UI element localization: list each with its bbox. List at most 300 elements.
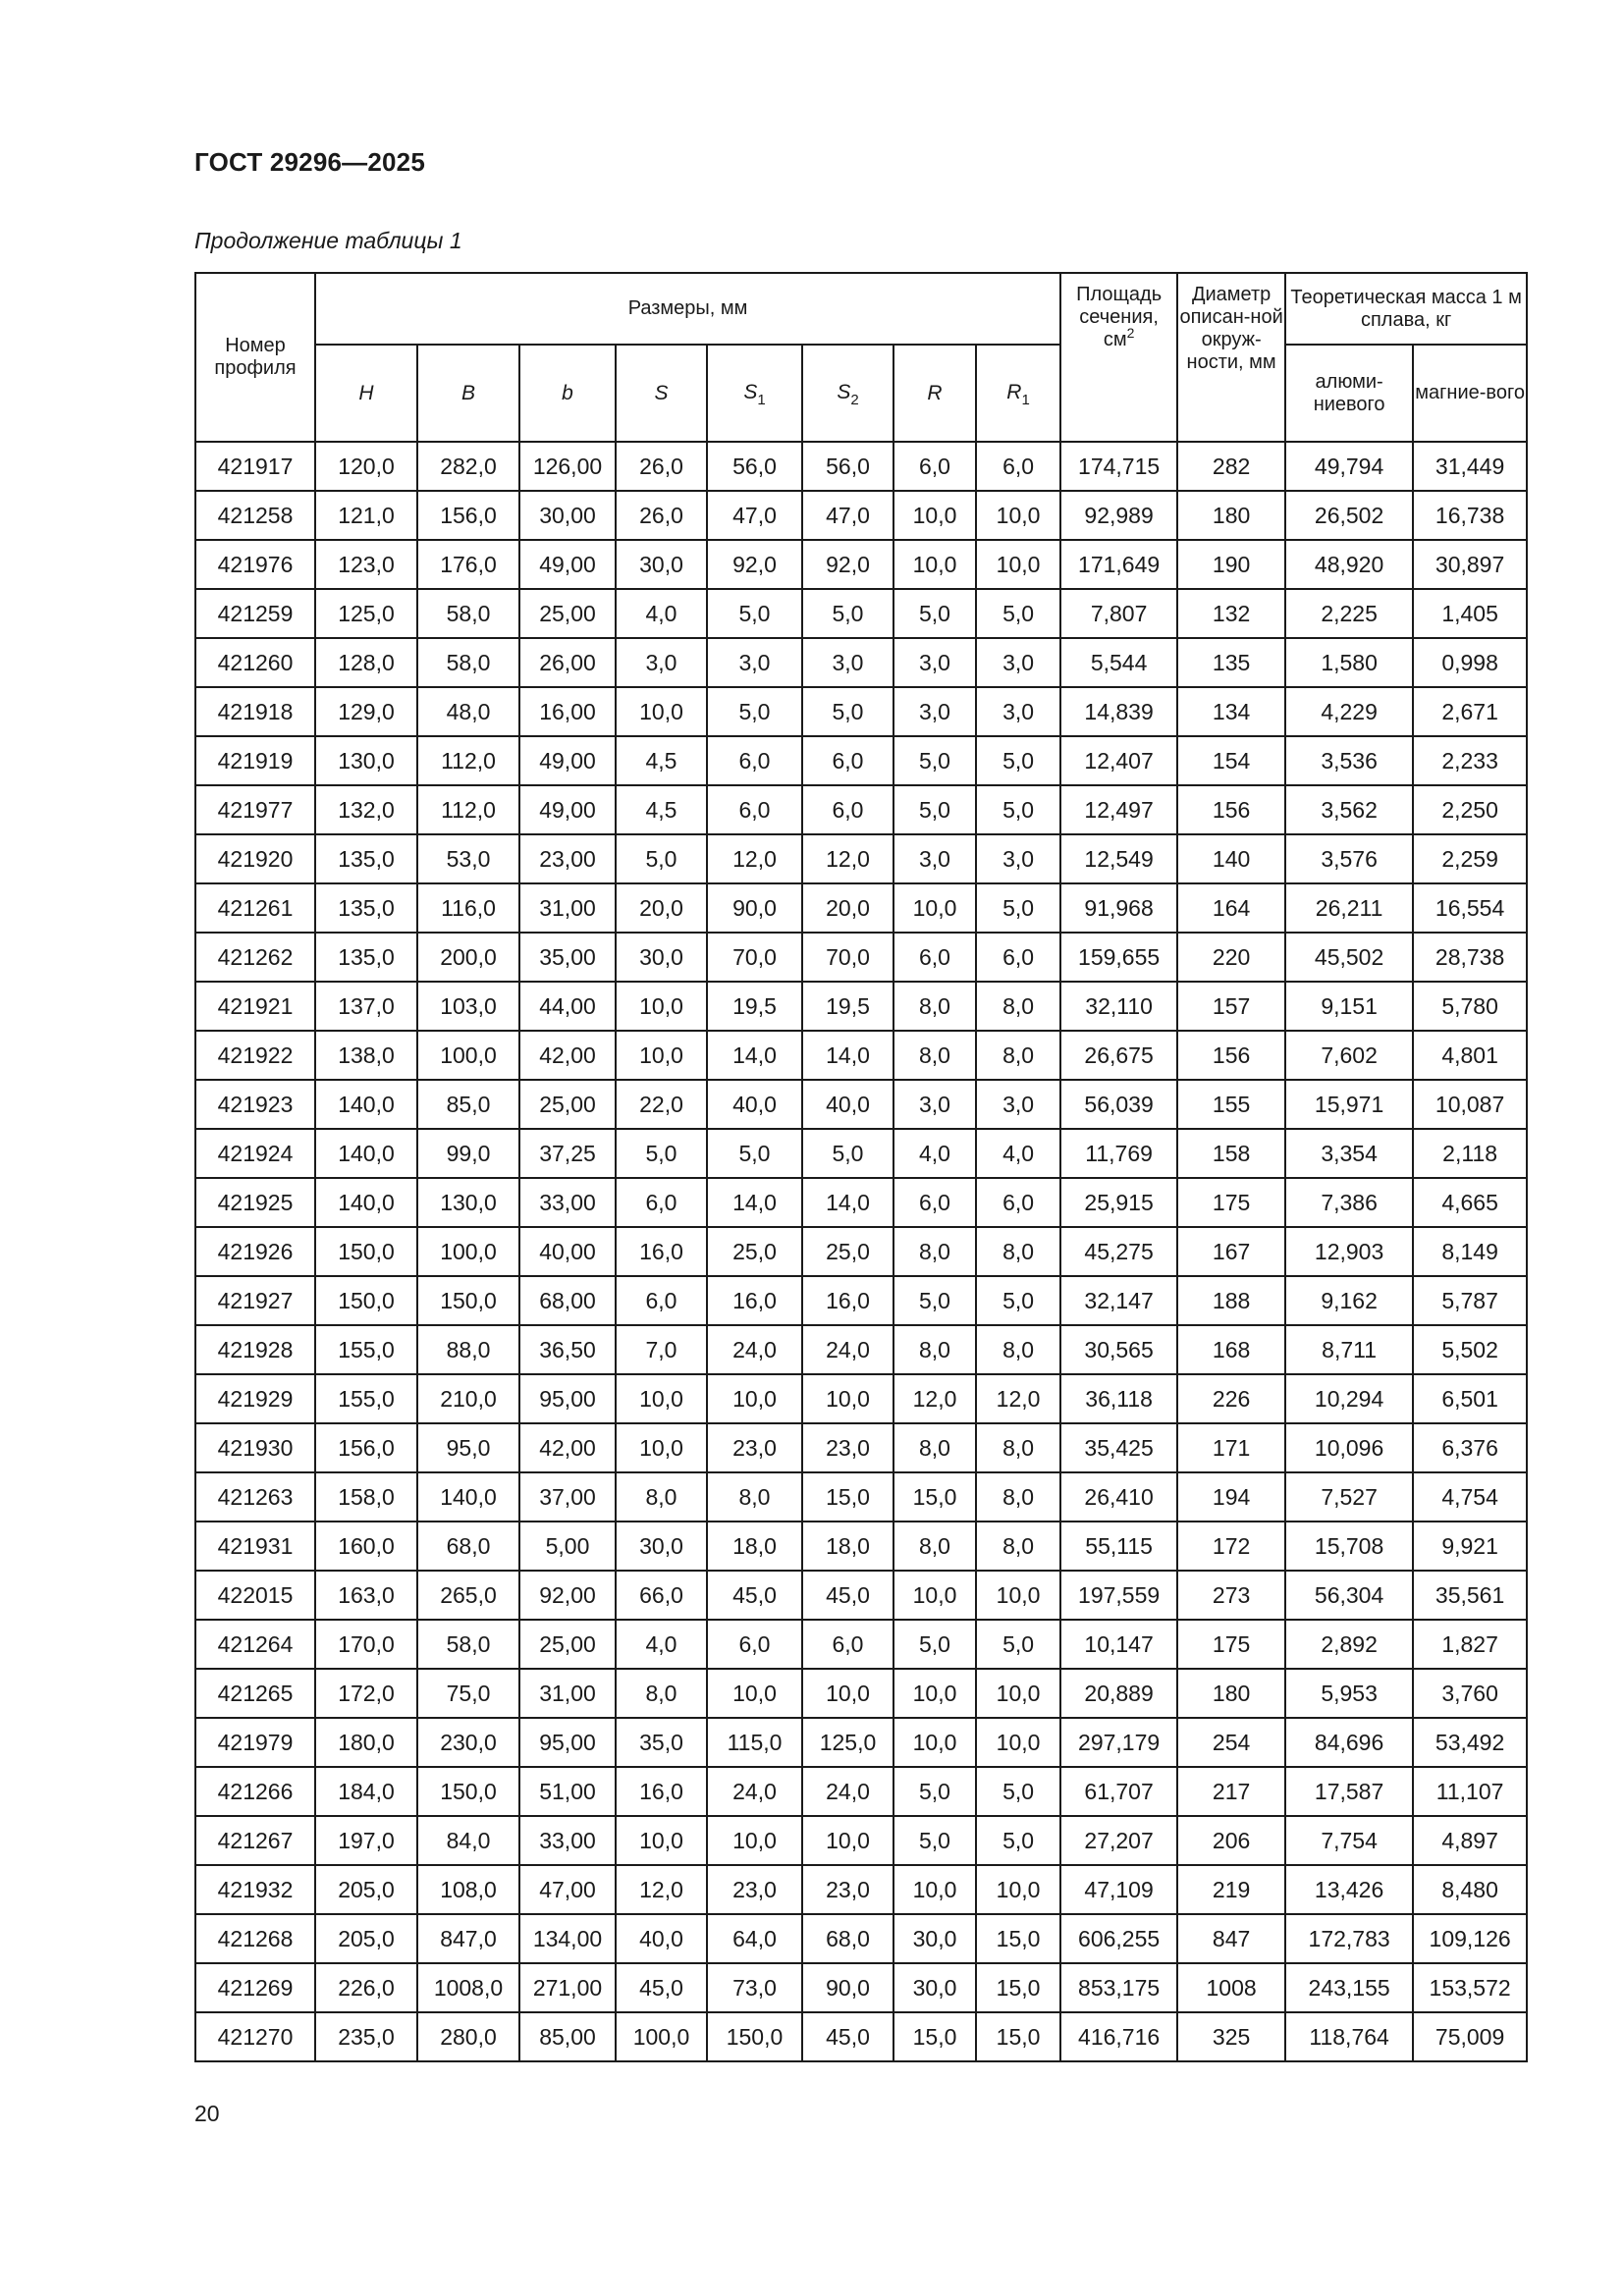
cell-S2: 125,0 bbox=[802, 1718, 893, 1767]
cell-diameter: 168 bbox=[1177, 1325, 1285, 1374]
cell-profile-number: 421921 bbox=[195, 982, 315, 1031]
cell-mass-magnesium: 2,671 bbox=[1413, 687, 1527, 736]
table-row bbox=[195, 1816, 1527, 1865]
cell-S: 22,0 bbox=[616, 1080, 707, 1129]
cell-R: 10,0 bbox=[893, 491, 976, 540]
cell-H: 155,0 bbox=[315, 1374, 417, 1423]
table-row bbox=[195, 1914, 1527, 1963]
cell-b: 35,00 bbox=[519, 933, 616, 982]
cell-S1: 24,0 bbox=[707, 1325, 802, 1374]
cell-B: 100,0 bbox=[417, 1227, 519, 1276]
cell-S2: 24,0 bbox=[802, 1325, 893, 1374]
cell-diameter: 1008 bbox=[1177, 1963, 1285, 2012]
cell-S: 26,0 bbox=[616, 442, 707, 491]
cell-B: 112,0 bbox=[417, 736, 519, 785]
cell-R: 15,0 bbox=[893, 1472, 976, 1522]
cell-R1: 5,0 bbox=[976, 785, 1060, 834]
cell-area: 159,655 bbox=[1060, 933, 1177, 982]
cell-mass-aluminium: 3,576 bbox=[1285, 834, 1413, 883]
cell-diameter: 154 bbox=[1177, 736, 1285, 785]
cell-B: 230,0 bbox=[417, 1718, 519, 1767]
cell-diameter: 135 bbox=[1177, 638, 1285, 687]
cell-diameter: 158 bbox=[1177, 1129, 1285, 1178]
cell-S2: 24,0 bbox=[802, 1767, 893, 1816]
cell-mass-aluminium: 48,920 bbox=[1285, 540, 1413, 589]
cell-S2: 10,0 bbox=[802, 1669, 893, 1718]
header-dim-S1-sub: 1 bbox=[757, 392, 766, 408]
cell-S: 66,0 bbox=[616, 1571, 707, 1620]
cell-R1: 3,0 bbox=[976, 834, 1060, 883]
document-title: ГОСТ 29296—2025 bbox=[194, 147, 425, 177]
cell-b: 42,00 bbox=[519, 1423, 616, 1472]
cell-profile-number: 421927 bbox=[195, 1276, 315, 1325]
cell-S1: 5,0 bbox=[707, 1129, 802, 1178]
cell-S2: 19,5 bbox=[802, 982, 893, 1031]
table-row bbox=[195, 1129, 1527, 1178]
cell-S1: 3,0 bbox=[707, 638, 802, 687]
cell-B: 847,0 bbox=[417, 1914, 519, 1963]
cell-b: 92,00 bbox=[519, 1571, 616, 1620]
cell-mass-magnesium: 2,118 bbox=[1413, 1129, 1527, 1178]
table-row bbox=[195, 638, 1527, 687]
cell-H: 138,0 bbox=[315, 1031, 417, 1080]
cell-R1: 8,0 bbox=[976, 1423, 1060, 1472]
cell-H: 184,0 bbox=[315, 1767, 417, 1816]
cell-profile-number: 421263 bbox=[195, 1472, 315, 1522]
cell-mass-magnesium: 5,502 bbox=[1413, 1325, 1527, 1374]
cell-mass-aluminium: 10,294 bbox=[1285, 1374, 1413, 1423]
cell-mass-aluminium: 7,754 bbox=[1285, 1816, 1413, 1865]
cell-profile-number: 421268 bbox=[195, 1914, 315, 1963]
cell-R: 30,0 bbox=[893, 1914, 976, 1963]
cell-b: 31,00 bbox=[519, 883, 616, 933]
cell-R1: 10,0 bbox=[976, 491, 1060, 540]
cell-H: 150,0 bbox=[315, 1276, 417, 1325]
header-sizes-group: Размеры, мм bbox=[315, 273, 1060, 345]
cell-S1: 14,0 bbox=[707, 1178, 802, 1227]
cell-mass-aluminium: 2,225 bbox=[1285, 589, 1413, 638]
cell-R1: 5,0 bbox=[976, 589, 1060, 638]
cell-R1: 6,0 bbox=[976, 442, 1060, 491]
cell-area: 12,497 bbox=[1060, 785, 1177, 834]
cell-mass-aluminium: 3,562 bbox=[1285, 785, 1413, 834]
cell-S: 7,0 bbox=[616, 1325, 707, 1374]
cell-R: 15,0 bbox=[893, 2012, 976, 2061]
cell-R1: 15,0 bbox=[976, 2012, 1060, 2061]
cell-mass-magnesium: 109,126 bbox=[1413, 1914, 1527, 1963]
cell-S1: 19,5 bbox=[707, 982, 802, 1031]
cell-S2: 47,0 bbox=[802, 491, 893, 540]
cell-S2: 12,0 bbox=[802, 834, 893, 883]
cell-profile-number: 421924 bbox=[195, 1129, 315, 1178]
cell-mass-aluminium: 15,708 bbox=[1285, 1522, 1413, 1571]
cell-b: 33,00 bbox=[519, 1178, 616, 1227]
cell-S2: 92,0 bbox=[802, 540, 893, 589]
cell-diameter: 188 bbox=[1177, 1276, 1285, 1325]
cell-profile-number: 421930 bbox=[195, 1423, 315, 1472]
cell-B: 85,0 bbox=[417, 1080, 519, 1129]
cell-area: 91,968 bbox=[1060, 883, 1177, 933]
cell-S2: 10,0 bbox=[802, 1816, 893, 1865]
cell-S: 10,0 bbox=[616, 1031, 707, 1080]
table-row bbox=[195, 2012, 1527, 2061]
cell-b: 134,00 bbox=[519, 1914, 616, 1963]
cell-S1: 150,0 bbox=[707, 2012, 802, 2061]
cell-S: 10,0 bbox=[616, 1423, 707, 1472]
cell-R: 5,0 bbox=[893, 1816, 976, 1865]
cell-R: 3,0 bbox=[893, 1080, 976, 1129]
cell-R1: 8,0 bbox=[976, 1227, 1060, 1276]
cell-mass-aluminium: 13,426 bbox=[1285, 1865, 1413, 1914]
cell-area: 5,544 bbox=[1060, 638, 1177, 687]
table-row bbox=[195, 1620, 1527, 1669]
cell-diameter: 134 bbox=[1177, 687, 1285, 736]
cell-area: 606,255 bbox=[1060, 1914, 1177, 1963]
cell-B: 75,0 bbox=[417, 1669, 519, 1718]
cell-B: 108,0 bbox=[417, 1865, 519, 1914]
cell-H: 135,0 bbox=[315, 834, 417, 883]
cell-area: 14,839 bbox=[1060, 687, 1177, 736]
cell-area: 32,110 bbox=[1060, 982, 1177, 1031]
cell-mass-aluminium: 17,587 bbox=[1285, 1767, 1413, 1816]
cell-b: 5,00 bbox=[519, 1522, 616, 1571]
cell-B: 280,0 bbox=[417, 2012, 519, 2061]
cell-diameter: 206 bbox=[1177, 1816, 1285, 1865]
cell-profile-number: 421923 bbox=[195, 1080, 315, 1129]
cell-R1: 15,0 bbox=[976, 1914, 1060, 1963]
cell-S1: 18,0 bbox=[707, 1522, 802, 1571]
table-row bbox=[195, 1325, 1527, 1374]
cell-mass-aluminium: 118,764 bbox=[1285, 2012, 1413, 2061]
table-row bbox=[195, 1227, 1527, 1276]
cell-B: 282,0 bbox=[417, 442, 519, 491]
cell-R: 10,0 bbox=[893, 1669, 976, 1718]
cell-B: 103,0 bbox=[417, 982, 519, 1031]
cell-S2: 18,0 bbox=[802, 1522, 893, 1571]
cell-mass-aluminium: 3,536 bbox=[1285, 736, 1413, 785]
cell-area: 25,915 bbox=[1060, 1178, 1177, 1227]
cell-S: 5,0 bbox=[616, 1129, 707, 1178]
cell-B: 68,0 bbox=[417, 1522, 519, 1571]
cell-R1: 10,0 bbox=[976, 540, 1060, 589]
cell-mass-aluminium: 26,211 bbox=[1285, 883, 1413, 933]
table-row bbox=[195, 933, 1527, 982]
cell-mass-aluminium: 7,527 bbox=[1285, 1472, 1413, 1522]
cell-R: 8,0 bbox=[893, 1031, 976, 1080]
header-dim-S2-sub: 2 bbox=[850, 392, 859, 408]
header-area-label: Площадь сечения, см bbox=[1076, 284, 1163, 350]
cell-R: 10,0 bbox=[893, 883, 976, 933]
cell-mass-aluminium: 1,580 bbox=[1285, 638, 1413, 687]
cell-diameter: 175 bbox=[1177, 1620, 1285, 1669]
table-row bbox=[195, 1178, 1527, 1227]
cell-profile-number: 422015 bbox=[195, 1571, 315, 1620]
cell-mass-magnesium: 153,572 bbox=[1413, 1963, 1527, 2012]
header-area bbox=[1060, 273, 1177, 442]
cell-mass-magnesium: 5,787 bbox=[1413, 1276, 1527, 1325]
cell-S1: 10,0 bbox=[707, 1816, 802, 1865]
cell-H: 130,0 bbox=[315, 736, 417, 785]
cell-mass-magnesium: 1,405 bbox=[1413, 589, 1527, 638]
table-row bbox=[195, 1080, 1527, 1129]
cell-b: 25,00 bbox=[519, 1080, 616, 1129]
table-row bbox=[195, 1031, 1527, 1080]
cell-b: 47,00 bbox=[519, 1865, 616, 1914]
cell-mass-magnesium: 5,780 bbox=[1413, 982, 1527, 1031]
cell-diameter: 180 bbox=[1177, 1669, 1285, 1718]
cell-S: 6,0 bbox=[616, 1276, 707, 1325]
cell-mass-magnesium: 16,738 bbox=[1413, 491, 1527, 540]
cell-S1: 5,0 bbox=[707, 589, 802, 638]
cell-mass-aluminium: 9,151 bbox=[1285, 982, 1413, 1031]
cell-H: 128,0 bbox=[315, 638, 417, 687]
table-row bbox=[195, 687, 1527, 736]
table-row bbox=[195, 1669, 1527, 1718]
cell-b: 23,00 bbox=[519, 834, 616, 883]
cell-S2: 25,0 bbox=[802, 1227, 893, 1276]
table-body bbox=[195, 442, 1527, 2061]
cell-mass-magnesium: 28,738 bbox=[1413, 933, 1527, 982]
cell-mass-aluminium: 4,229 bbox=[1285, 687, 1413, 736]
cell-area: 12,549 bbox=[1060, 834, 1177, 883]
cell-diameter: 157 bbox=[1177, 982, 1285, 1031]
cell-diameter: 220 bbox=[1177, 933, 1285, 982]
cell-H: 140,0 bbox=[315, 1080, 417, 1129]
cell-b: 30,00 bbox=[519, 491, 616, 540]
cell-S: 8,0 bbox=[616, 1669, 707, 1718]
table-row bbox=[195, 1767, 1527, 1816]
cell-area: 297,179 bbox=[1060, 1718, 1177, 1767]
cell-area: 171,649 bbox=[1060, 540, 1177, 589]
cell-H: 172,0 bbox=[315, 1669, 417, 1718]
cell-H: 205,0 bbox=[315, 1914, 417, 1963]
cell-R1: 8,0 bbox=[976, 982, 1060, 1031]
header-mass-group: Теоретическая масса 1 м сплава, кг bbox=[1285, 273, 1527, 345]
table-row bbox=[195, 982, 1527, 1031]
cell-S: 20,0 bbox=[616, 883, 707, 933]
cell-b: 33,00 bbox=[519, 1816, 616, 1865]
cell-mass-magnesium: 31,449 bbox=[1413, 442, 1527, 491]
cell-profile-number: 421918 bbox=[195, 687, 315, 736]
cell-diameter: 190 bbox=[1177, 540, 1285, 589]
cell-R1: 8,0 bbox=[976, 1031, 1060, 1080]
cell-S: 30,0 bbox=[616, 1522, 707, 1571]
cell-R1: 10,0 bbox=[976, 1571, 1060, 1620]
cell-B: 150,0 bbox=[417, 1276, 519, 1325]
cell-S: 6,0 bbox=[616, 1178, 707, 1227]
cell-diameter: 254 bbox=[1177, 1718, 1285, 1767]
cell-R1: 4,0 bbox=[976, 1129, 1060, 1178]
cell-H: 160,0 bbox=[315, 1522, 417, 1571]
cell-B: 265,0 bbox=[417, 1571, 519, 1620]
cell-S2: 70,0 bbox=[802, 933, 893, 982]
cell-B: 210,0 bbox=[417, 1374, 519, 1423]
cell-profile-number: 421267 bbox=[195, 1816, 315, 1865]
table-row bbox=[195, 1276, 1527, 1325]
header-profile-number: Номер профиля bbox=[195, 273, 315, 442]
cell-S2: 6,0 bbox=[802, 1620, 893, 1669]
cell-R: 10,0 bbox=[893, 1718, 976, 1767]
cell-mass-magnesium: 2,259 bbox=[1413, 834, 1527, 883]
header-dim-R1-sub: 1 bbox=[1021, 392, 1030, 408]
cell-profile-number: 421976 bbox=[195, 540, 315, 589]
cell-S: 16,0 bbox=[616, 1767, 707, 1816]
cell-R: 8,0 bbox=[893, 1423, 976, 1472]
header-dim-b: b bbox=[519, 345, 616, 442]
header-dim-R: R bbox=[893, 345, 976, 442]
cell-H: 197,0 bbox=[315, 1816, 417, 1865]
cell-S: 100,0 bbox=[616, 2012, 707, 2061]
cell-H: 123,0 bbox=[315, 540, 417, 589]
cell-R: 5,0 bbox=[893, 589, 976, 638]
cell-diameter: 180 bbox=[1177, 491, 1285, 540]
cell-mass-magnesium: 4,665 bbox=[1413, 1178, 1527, 1227]
cell-S1: 6,0 bbox=[707, 736, 802, 785]
cell-B: 156,0 bbox=[417, 491, 519, 540]
cell-b: 49,00 bbox=[519, 785, 616, 834]
cell-profile-number: 421977 bbox=[195, 785, 315, 834]
table-row bbox=[195, 834, 1527, 883]
profiles-table bbox=[194, 272, 1528, 2062]
cell-diameter: 175 bbox=[1177, 1178, 1285, 1227]
cell-profile-number: 421269 bbox=[195, 1963, 315, 2012]
cell-profile-number: 421979 bbox=[195, 1718, 315, 1767]
header-dim-S: S bbox=[616, 345, 707, 442]
cell-diameter: 847 bbox=[1177, 1914, 1285, 1963]
cell-mass-aluminium: 172,783 bbox=[1285, 1914, 1413, 1963]
cell-area: 10,147 bbox=[1060, 1620, 1177, 1669]
cell-mass-magnesium: 11,107 bbox=[1413, 1767, 1527, 1816]
cell-S2: 14,0 bbox=[802, 1031, 893, 1080]
cell-R: 5,0 bbox=[893, 785, 976, 834]
cell-S1: 90,0 bbox=[707, 883, 802, 933]
cell-R: 3,0 bbox=[893, 687, 976, 736]
cell-b: 31,00 bbox=[519, 1669, 616, 1718]
cell-area: 7,807 bbox=[1060, 589, 1177, 638]
cell-R1: 8,0 bbox=[976, 1325, 1060, 1374]
cell-R: 8,0 bbox=[893, 982, 976, 1031]
cell-b: 37,00 bbox=[519, 1472, 616, 1522]
cell-H: 132,0 bbox=[315, 785, 417, 834]
cell-mass-aluminium: 45,502 bbox=[1285, 933, 1413, 982]
table-row bbox=[195, 1718, 1527, 1767]
cell-S: 10,0 bbox=[616, 1816, 707, 1865]
cell-S1: 10,0 bbox=[707, 1374, 802, 1423]
cell-S2: 5,0 bbox=[802, 687, 893, 736]
cell-area: 11,769 bbox=[1060, 1129, 1177, 1178]
cell-mass-aluminium: 5,953 bbox=[1285, 1669, 1413, 1718]
cell-area: 55,115 bbox=[1060, 1522, 1177, 1571]
cell-S1: 12,0 bbox=[707, 834, 802, 883]
cell-H: 226,0 bbox=[315, 1963, 417, 2012]
cell-diameter: 325 bbox=[1177, 2012, 1285, 2061]
cell-R1: 5,0 bbox=[976, 1767, 1060, 1816]
cell-R: 8,0 bbox=[893, 1522, 976, 1571]
cell-area: 12,407 bbox=[1060, 736, 1177, 785]
cell-area: 27,207 bbox=[1060, 1816, 1177, 1865]
cell-S: 4,0 bbox=[616, 1620, 707, 1669]
cell-S1: 115,0 bbox=[707, 1718, 802, 1767]
cell-b: 271,00 bbox=[519, 1963, 616, 2012]
cell-diameter: 167 bbox=[1177, 1227, 1285, 1276]
cell-S1: 56,0 bbox=[707, 442, 802, 491]
cell-R1: 6,0 bbox=[976, 933, 1060, 982]
cell-mass-aluminium: 2,892 bbox=[1285, 1620, 1413, 1669]
cell-H: 180,0 bbox=[315, 1718, 417, 1767]
cell-R1: 10,0 bbox=[976, 1669, 1060, 1718]
cell-profile-number: 421262 bbox=[195, 933, 315, 982]
cell-R1: 3,0 bbox=[976, 687, 1060, 736]
cell-profile-number: 421266 bbox=[195, 1767, 315, 1816]
cell-R1: 5,0 bbox=[976, 1276, 1060, 1325]
cell-R1: 10,0 bbox=[976, 1718, 1060, 1767]
cell-S2: 3,0 bbox=[802, 638, 893, 687]
cell-H: 120,0 bbox=[315, 442, 417, 491]
cell-S1: 14,0 bbox=[707, 1031, 802, 1080]
cell-area: 61,707 bbox=[1060, 1767, 1177, 1816]
cell-S: 40,0 bbox=[616, 1914, 707, 1963]
cell-S2: 20,0 bbox=[802, 883, 893, 933]
cell-R1: 8,0 bbox=[976, 1522, 1060, 1571]
cell-mass-aluminium: 7,386 bbox=[1285, 1178, 1413, 1227]
cell-H: 125,0 bbox=[315, 589, 417, 638]
header-dim-R1-label: R bbox=[1006, 381, 1022, 403]
cell-mass-magnesium: 4,897 bbox=[1413, 1816, 1527, 1865]
cell-mass-aluminium: 12,903 bbox=[1285, 1227, 1413, 1276]
cell-S: 3,0 bbox=[616, 638, 707, 687]
cell-area: 197,559 bbox=[1060, 1571, 1177, 1620]
cell-H: 155,0 bbox=[315, 1325, 417, 1374]
cell-S2: 45,0 bbox=[802, 2012, 893, 2061]
cell-B: 58,0 bbox=[417, 638, 519, 687]
table-row bbox=[195, 491, 1527, 540]
cell-R: 30,0 bbox=[893, 1963, 976, 2012]
table-row bbox=[195, 1374, 1527, 1423]
cell-profile-number: 421917 bbox=[195, 442, 315, 491]
cell-b: 25,00 bbox=[519, 1620, 616, 1669]
cell-profile-number: 421264 bbox=[195, 1620, 315, 1669]
cell-area: 174,715 bbox=[1060, 442, 1177, 491]
cell-R: 3,0 bbox=[893, 638, 976, 687]
cell-S2: 23,0 bbox=[802, 1423, 893, 1472]
cell-S1: 25,0 bbox=[707, 1227, 802, 1276]
cell-R1: 10,0 bbox=[976, 1865, 1060, 1914]
cell-mass-aluminium: 49,794 bbox=[1285, 442, 1413, 491]
cell-S: 4,5 bbox=[616, 736, 707, 785]
cell-b: 51,00 bbox=[519, 1767, 616, 1816]
cell-b: 26,00 bbox=[519, 638, 616, 687]
cell-R1: 8,0 bbox=[976, 1472, 1060, 1522]
cell-R: 5,0 bbox=[893, 1767, 976, 1816]
cell-b: 37,25 bbox=[519, 1129, 616, 1178]
header-dim-R1 bbox=[976, 345, 1060, 442]
cell-mass-aluminium: 243,155 bbox=[1285, 1963, 1413, 2012]
cell-diameter: 217 bbox=[1177, 1767, 1285, 1816]
header-aluminium: алюми-ниевого bbox=[1285, 345, 1413, 442]
cell-H: 170,0 bbox=[315, 1620, 417, 1669]
cell-H: 135,0 bbox=[315, 933, 417, 982]
cell-S2: 56,0 bbox=[802, 442, 893, 491]
cell-diameter: 140 bbox=[1177, 834, 1285, 883]
cell-profile-number: 421259 bbox=[195, 589, 315, 638]
cell-area: 416,716 bbox=[1060, 2012, 1177, 2061]
cell-profile-number: 421922 bbox=[195, 1031, 315, 1080]
cell-mass-magnesium: 1,827 bbox=[1413, 1620, 1527, 1669]
cell-mass-magnesium: 4,801 bbox=[1413, 1031, 1527, 1080]
cell-profile-number: 421920 bbox=[195, 834, 315, 883]
cell-S: 10,0 bbox=[616, 687, 707, 736]
cell-B: 150,0 bbox=[417, 1767, 519, 1816]
